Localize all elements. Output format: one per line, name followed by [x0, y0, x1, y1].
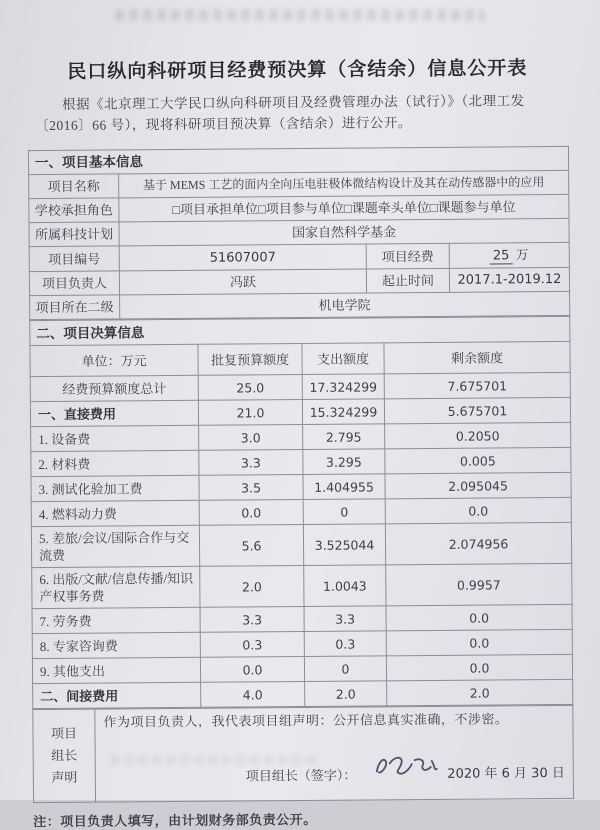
declaration-header-line: 项目 — [50, 725, 78, 741]
budget-columns-row — [30, 341, 570, 376]
program-label: 所属科技计划 — [29, 222, 119, 247]
project-name-label: 项目名称 — [29, 174, 119, 199]
department-row — [30, 291, 570, 319]
row-spent: 0.3 — [304, 631, 386, 657]
row-label: 3. 测试化验加工费 — [31, 475, 199, 501]
row-remaining: 0.2050 — [385, 422, 571, 448]
row-label: 6. 出版/文献/信息传播/知识产权事务费 — [32, 566, 200, 608]
row-remaining: 2.0 — [387, 679, 573, 705]
basic-info-section-title: 一、项目基本信息 — [28, 146, 568, 174]
funding-unit: 万 — [515, 247, 529, 263]
row-approved: 0.3 — [200, 631, 304, 657]
row-remaining: 2.095045 — [385, 472, 571, 498]
column-spent: 支出额度 — [302, 343, 384, 375]
budget-table — [29, 316, 573, 709]
table-row-publication — [32, 563, 572, 608]
row-spent: 0 — [303, 499, 385, 525]
row-spent: 3.3 — [304, 606, 386, 632]
row-label: 8. 专家咨询费 — [32, 632, 200, 658]
row-remaining: 0.0 — [386, 604, 572, 630]
row-approved: 5.6 — [199, 524, 303, 566]
row-approved: 0.0 — [200, 656, 304, 682]
row-approved: 2.0 — [200, 565, 304, 607]
budget-section-title: 二、项目决算信息 — [30, 316, 570, 345]
row-spent: 3.295 — [303, 449, 385, 475]
department-label: 项目所在二级 — [30, 295, 120, 320]
declaration-header-line: 组长 — [51, 747, 78, 763]
row-approved: 0.0 — [199, 499, 303, 525]
school-role-label: 学校承担角色 — [29, 198, 119, 223]
declaration-header-cell — [33, 709, 96, 802]
row-remaining: 0.0 — [386, 629, 572, 655]
basic-info-table — [28, 146, 570, 320]
column-approved: 批复预算额度 — [198, 343, 302, 375]
row-remaining: 5.675701 — [384, 397, 570, 423]
table-row-travel — [31, 522, 571, 567]
signature-line — [96, 762, 573, 788]
funding-label: 项目经费 — [366, 243, 449, 269]
row-remaining: 0.005 — [385, 447, 571, 473]
row-spent: 15.324299 — [302, 399, 384, 425]
page-title: 民口纵向科研项目经费预决算（含结余）信息公开表 — [67, 58, 528, 83]
row-remaining: 0.0 — [385, 497, 571, 523]
declaration-header-line: 声明 — [51, 769, 78, 785]
school-role-options: □项目承担单位□项目参与单位□课题牵头单位□课题参与单位 — [119, 194, 569, 222]
row-remaining: 2.074956 — [385, 522, 571, 564]
handwritten-signature — [370, 751, 442, 786]
footer-note: 注：项目负责人填写，由计划财务部负责公开。 — [33, 811, 317, 830]
funding-value — [449, 242, 569, 268]
column-unit: 单位：万元 — [30, 344, 198, 376]
row-approved: 21.0 — [198, 399, 302, 425]
row-spent: 1.0043 — [304, 565, 386, 607]
row-remaining: 0.0 — [386, 654, 572, 680]
row-approved: 3.3 — [200, 606, 304, 632]
program-value: 国家自然科学基金 — [119, 218, 569, 246]
signature-scribble-icon — [370, 751, 442, 782]
row-approved: 3.3 — [199, 449, 303, 475]
row-label: 5. 差旅/会议/国际合作与交流费 — [31, 525, 199, 567]
department-value: 机电学院 — [120, 291, 570, 319]
row-label: 4. 燃料动力费 — [31, 500, 199, 526]
project-number-value: 51607007 — [119, 244, 366, 271]
declaration-row — [33, 705, 574, 802]
row-label: 1. 设备费 — [31, 425, 199, 451]
row-approved: 3.5 — [199, 474, 303, 500]
row-spent: 3.525044 — [303, 524, 385, 566]
column-remaining: 剩余额度 — [384, 341, 570, 373]
row-label: 二、间接费用 — [33, 682, 201, 708]
pi-value: 冯跃 — [119, 269, 366, 295]
declaration-table — [32, 705, 574, 803]
row-remaining: 0.9957 — [386, 563, 572, 605]
duration-label: 起止时间 — [366, 268, 449, 293]
row-spent: 0 — [304, 656, 386, 682]
row-approved: 4.0 — [201, 681, 305, 707]
row-remaining: 7.675701 — [384, 372, 570, 398]
signature-date: 2020 年 6 月 30 日 — [447, 765, 565, 782]
row-spent: 1.404955 — [303, 474, 385, 500]
table-row-indirect — [33, 679, 573, 708]
duration-value: 2017.1-2019.12 — [449, 267, 569, 292]
project-number-label: 项目编号 — [29, 246, 119, 272]
declaration-statement: 作为项目负责人，我代表项目组声明：公开信息真实准确，不涉密。 — [103, 711, 509, 730]
row-spent: 2.0 — [305, 681, 387, 707]
row-spent: 2.795 — [303, 424, 385, 450]
row-label: 经费预算额度总计 — [30, 375, 198, 401]
intro-paragraph: 根据《北京理工大学民口纵向科研项目及经费管理办法（试行）》（北理工发〔2016〕66 号），现将科研项目预决算（含结余）进行公开。 — [35, 93, 525, 134]
row-spent: 17.324299 — [302, 374, 384, 400]
declaration-body — [95, 706, 573, 802]
row-label: 一、直接费用 — [30, 400, 198, 426]
row-approved: 25.0 — [198, 374, 302, 400]
funding-amount: 25 — [490, 248, 513, 264]
sign-label: 项目组长（签字）： — [245, 767, 357, 783]
pi-label: 项目负责人 — [29, 271, 119, 296]
project-name-value: 基于 MEMS 工艺的面内全向压电驻极体微结构设计及其在动传感器中的应用 — [119, 170, 569, 198]
row-label: 2. 材料费 — [31, 450, 199, 476]
row-approved: 3.0 — [199, 424, 303, 450]
row-label: 9. 其他支出 — [32, 657, 200, 683]
row-label: 7. 劳务费 — [32, 607, 200, 633]
